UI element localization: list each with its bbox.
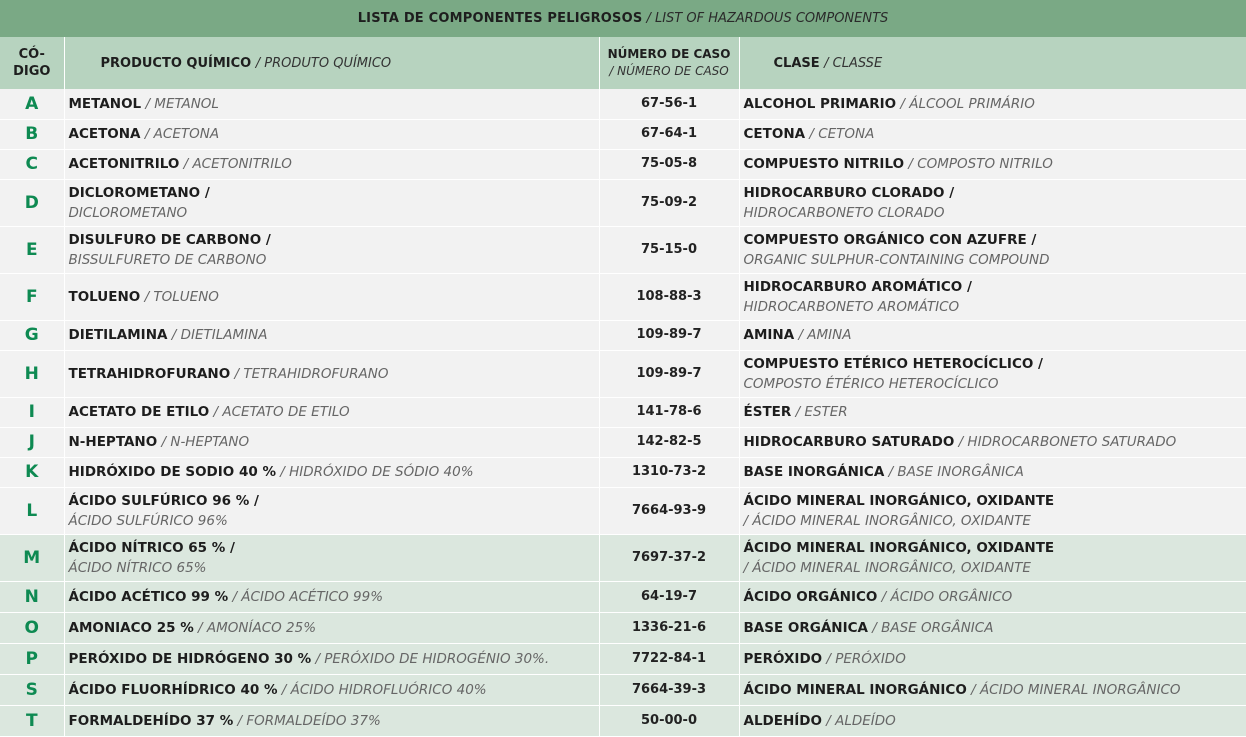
- row-class-es: ÉSTER: [743, 404, 792, 420]
- row-class-pt: / ÁLCOOL PRIMÁRIO: [900, 95, 1035, 112]
- row-cas: 67-56-1: [599, 89, 739, 119]
- row-class: [739, 612, 1246, 643]
- row-class-pt: / ÁCIDO MINERAL INORGÂNICO: [971, 681, 1181, 698]
- row-product-es: ACETONA: [68, 126, 141, 142]
- table-row: [0, 612, 1246, 643]
- row-class: [739, 581, 1246, 612]
- row-product-es: ÁCIDO SULFÚRICO 96 % /: [68, 492, 259, 509]
- table-row: [0, 273, 1246, 320]
- row-class-es: HIDROCARBURO AROMÁTICO /: [743, 278, 972, 295]
- header-cas-pt: / NÚMERO DE CASO: [609, 64, 729, 78]
- row-product: [64, 427, 599, 457]
- row-class: [739, 273, 1246, 320]
- row-code: O: [0, 612, 64, 643]
- row-class-pt: HIDROCARBONETO CLORADO: [743, 204, 945, 221]
- row-class-pt: / ÁCIDO MINERAL INORGÂNICO, OXIDANTE: [743, 512, 1031, 529]
- row-product-pt: / ÁCIDO ACÉTICO 99%: [232, 588, 384, 605]
- header-product-pt: / PRODUTO QUÍMICO: [255, 55, 392, 71]
- row-class-es: CETONA: [743, 126, 806, 142]
- row-product-pt: / DIETILAMINA: [171, 327, 268, 343]
- row-cas: 7697-37-2: [599, 534, 739, 581]
- row-code: K: [0, 457, 64, 487]
- row-class-es: BASE INORGÁNICA: [743, 464, 885, 480]
- row-code: S: [0, 674, 64, 705]
- row-class: [739, 705, 1246, 736]
- row-product: [64, 705, 599, 736]
- table-title-es: LISTA DE COMPONENTES PELIGROSOS: [357, 11, 643, 26]
- row-product-pt: / ÁCIDO HIDROFLUÓRICO 40%: [281, 681, 487, 698]
- header-code-line1: CÓ-: [18, 47, 45, 62]
- row-product-es: ÁCIDO ACÉTICO 99 %: [68, 588, 229, 605]
- row-product-es: ÁCIDO NÍTRICO 65 % /: [68, 539, 235, 556]
- row-product: [64, 119, 599, 149]
- row-product-es: METANOL: [68, 95, 142, 112]
- row-class-pt: / AMINA: [798, 327, 852, 343]
- row-cas: 7664-39-3: [599, 674, 739, 705]
- row-code: B: [0, 119, 64, 149]
- header-product-es: PRODUCTO QUÍMICO: [100, 55, 252, 71]
- row-product-es: PERÓXIDO DE HIDRÓGENO 30 %: [68, 650, 312, 667]
- row-product-pt: / ACETONITRILO: [183, 156, 292, 172]
- table-row: [0, 350, 1246, 397]
- header-class-pt: / CLASSE: [824, 55, 883, 71]
- row-product-pt: DICLOROMETANO: [68, 204, 188, 221]
- table-row: [0, 643, 1246, 674]
- row-class-es: ÁCIDO MINERAL INORGÁNICO: [743, 681, 967, 698]
- row-code: H: [0, 350, 64, 397]
- table-row: [0, 149, 1246, 179]
- row-class: [739, 643, 1246, 674]
- row-code: C: [0, 149, 64, 179]
- row-product: [64, 457, 599, 487]
- row-cas: 75-15-0: [599, 226, 739, 273]
- row-class-pt: COMPOSTO ÉTÉRICO HETEROCÍCLICO: [743, 375, 999, 392]
- row-product-es: N-HEPTANO: [68, 434, 158, 450]
- row-class-es: ÁCIDO MINERAL INORGÁNICO, OXIDANTE: [743, 539, 1055, 556]
- row-code: J: [0, 427, 64, 457]
- row-product: [64, 487, 599, 534]
- row-class: [739, 534, 1246, 581]
- row-cas: 141-78-6: [599, 397, 739, 427]
- row-class: [739, 89, 1246, 119]
- table-row: [0, 119, 1246, 149]
- table-title: [0, 0, 1246, 37]
- row-product: [64, 179, 599, 226]
- row-code: G: [0, 320, 64, 350]
- row-class-es: ÁCIDO MINERAL INORGÁNICO, OXIDANTE: [743, 492, 1055, 509]
- row-code: M: [0, 534, 64, 581]
- row-class-pt: / ÁCIDO ORGÂNICO: [881, 588, 1013, 605]
- table-title-en: / LIST OF HAZARDOUS COMPONENTS: [646, 11, 889, 26]
- row-product: [64, 320, 599, 350]
- row-class: [739, 149, 1246, 179]
- row-cas: 64-19-7: [599, 581, 739, 612]
- row-product-es: FORMALDEHÍDO 37 %: [68, 712, 234, 729]
- row-class-es: ALDEHÍDO: [743, 712, 822, 729]
- row-class-pt: / PERÓXIDO: [826, 650, 906, 667]
- row-product-pt: / TOLUENO: [144, 288, 219, 305]
- table-row: [0, 320, 1246, 350]
- row-product: [64, 612, 599, 643]
- header-class-es: CLASE: [773, 55, 820, 71]
- row-product: [64, 226, 599, 273]
- row-product: [64, 89, 599, 119]
- row-product: [64, 350, 599, 397]
- row-product-es: HIDRÓXIDO DE SODIO 40 %: [68, 464, 276, 480]
- row-cas: 142-82-5: [599, 427, 739, 457]
- row-class-es: ALCOHOL PRIMARIO: [743, 95, 897, 112]
- row-product-es: ACETATO DE ETILO: [68, 404, 210, 420]
- row-product-es: ÁCIDO FLUORHÍDRICO 40 %: [68, 681, 278, 698]
- table-row: [0, 427, 1246, 457]
- row-class-es: COMPUESTO ETÉRICO HETEROCÍCLICO /: [743, 355, 1043, 372]
- row-class: [739, 674, 1246, 705]
- row-cas: 67-64-1: [599, 119, 739, 149]
- row-class-pt: / ALDEÍDO: [826, 712, 896, 729]
- row-product: [64, 643, 599, 674]
- table-row: [0, 179, 1246, 226]
- row-code: P: [0, 643, 64, 674]
- row-class-es: PERÓXIDO: [743, 650, 823, 667]
- row-cas: 50-00-0: [599, 705, 739, 736]
- row-product-es: DICLOROMETANO /: [68, 184, 210, 201]
- row-product: [64, 581, 599, 612]
- header-cas-es: NÚMERO DE CASO: [607, 47, 731, 61]
- row-product-pt: / ACETATO DE ETILO: [213, 404, 350, 420]
- row-product-pt: / N-HEPTANO: [161, 434, 250, 450]
- row-cas: 75-05-8: [599, 149, 739, 179]
- header-class: [739, 37, 1246, 89]
- row-class: [739, 226, 1246, 273]
- row-product: [64, 534, 599, 581]
- row-product-pt: / TETRAHIDROFURANO: [234, 365, 389, 382]
- row-cas: 1336-21-6: [599, 612, 739, 643]
- row-code: T: [0, 705, 64, 736]
- header-code: [0, 37, 64, 89]
- row-product-pt: / METANOL: [145, 95, 219, 112]
- row-cas: 109-89-7: [599, 350, 739, 397]
- row-class-pt: ORGANIC SULPHUR-CONTAINING COMPOUND: [743, 251, 1050, 268]
- row-code: L: [0, 487, 64, 534]
- row-class-es: COMPUESTO NITRILO: [743, 156, 905, 172]
- row-code: F: [0, 273, 64, 320]
- row-class: [739, 119, 1246, 149]
- row-class-pt: / CETONA: [809, 126, 875, 142]
- header-cas: [599, 37, 739, 89]
- row-class-pt: / ÁCIDO MINERAL INORGÂNICO, OXIDANTE: [743, 559, 1031, 576]
- row-product-es: TETRAHIDROFURANO: [68, 365, 231, 382]
- row-product-pt: ÁCIDO SULFÚRICO 96%: [68, 512, 228, 529]
- row-class-es: BASE ORGÁNICA: [743, 619, 868, 636]
- row-code: N: [0, 581, 64, 612]
- row-product-pt: ÁCIDO NÍTRICO 65%: [68, 559, 207, 576]
- hazardous-components-table: [0, 37, 1246, 737]
- row-cas: 7722-84-1: [599, 643, 739, 674]
- row-class: [739, 320, 1246, 350]
- table-row: [0, 487, 1246, 534]
- row-class: [739, 350, 1246, 397]
- row-class-es: HIDROCARBURO CLORADO /: [743, 184, 955, 201]
- table-row: [0, 534, 1246, 581]
- row-product: [64, 674, 599, 705]
- row-class-pt: / HIDROCARBONETO SATURADO: [958, 434, 1177, 450]
- table-row: [0, 674, 1246, 705]
- row-cas: 109-89-7: [599, 320, 739, 350]
- row-class-pt: / BASE ORGÂNICA: [872, 619, 994, 636]
- table-row: [0, 226, 1246, 273]
- row-product: [64, 397, 599, 427]
- row-product-pt: / PERÓXIDO DE HIDROGÉNIO 30%.: [315, 650, 550, 667]
- row-product-es: ACETONITRILO: [68, 156, 180, 172]
- row-product: [64, 273, 599, 320]
- header-code-line2: DIGO: [13, 64, 51, 79]
- row-cas: 108-88-3: [599, 273, 739, 320]
- row-product-es: DIETILAMINA: [68, 327, 168, 343]
- row-product-pt: / AMONÍACO 25%: [198, 619, 317, 636]
- row-cas: 75-09-2: [599, 179, 739, 226]
- row-product: [64, 149, 599, 179]
- table-row: [0, 581, 1246, 612]
- row-class-pt: / ESTER: [795, 404, 848, 420]
- row-code: E: [0, 226, 64, 273]
- row-class-es: AMINA: [743, 327, 795, 343]
- row-class-es: HIDROCARBURO SATURADO: [743, 434, 955, 450]
- row-class: [739, 487, 1246, 534]
- header-product: [64, 37, 599, 89]
- row-class: [739, 457, 1246, 487]
- row-code: A: [0, 89, 64, 119]
- row-class-es: COMPUESTO ORGÁNICO CON AZUFRE /: [743, 231, 1037, 248]
- row-cas: 1310-73-2: [599, 457, 739, 487]
- table-row: [0, 89, 1246, 119]
- row-product-pt: / ACETONA: [144, 126, 220, 142]
- row-class-pt: HIDROCARBONETO AROMÁTICO: [743, 298, 960, 315]
- row-product-pt: / FORMALDEÍDO 37%: [237, 712, 381, 729]
- row-product-pt: BISSULFURETO DE CARBONO: [68, 251, 267, 268]
- table-row: [0, 397, 1246, 427]
- row-class: [739, 397, 1246, 427]
- row-product-es: TOLUENO: [68, 288, 141, 305]
- row-product-pt: / HIDRÓXIDO DE SÓDIO 40%: [280, 464, 474, 480]
- row-code: D: [0, 179, 64, 226]
- row-cas: 7664-93-9: [599, 487, 739, 534]
- row-class-es: ÁCIDO ORGÁNICO: [743, 588, 878, 605]
- row-class: [739, 427, 1246, 457]
- table-row: [0, 705, 1246, 736]
- table-row: [0, 457, 1246, 487]
- row-class: [739, 179, 1246, 226]
- row-code: I: [0, 397, 64, 427]
- header-row: [0, 37, 1246, 89]
- row-product-es: DISULFURO DE CARBONO /: [68, 231, 271, 248]
- row-class-pt: / BASE INORGÂNICA: [888, 464, 1024, 480]
- row-class-pt: / COMPOSTO NITRILO: [908, 156, 1053, 172]
- row-product-es: AMONIACO 25 %: [68, 619, 194, 636]
